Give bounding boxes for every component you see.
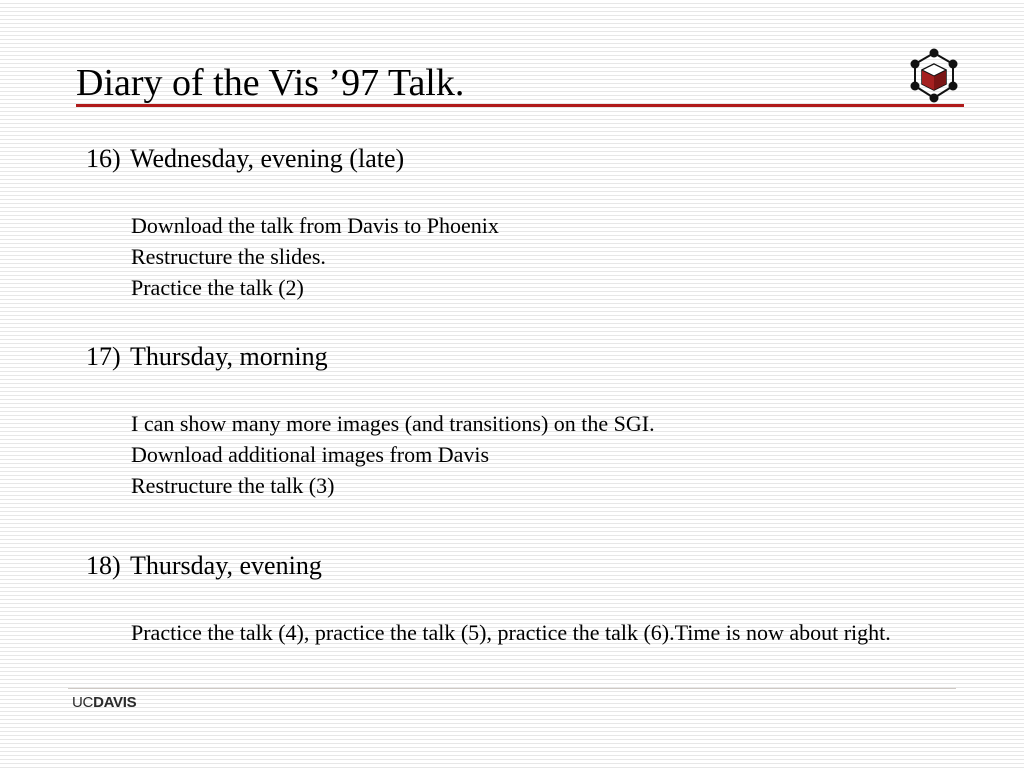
item-heading-text: Thursday, evening [130, 551, 322, 580]
slide-title: Diary of the Vis ’97 Talk. [76, 62, 465, 104]
item-heading-18 [86, 550, 322, 582]
logo-davis-text: DAVIS [93, 694, 137, 711]
uc-davis-logo [72, 694, 136, 712]
detail-line: Download additional images from Davis [131, 442, 490, 467]
logo-uc-text: UC [72, 694, 94, 711]
item-number: 18) [86, 551, 121, 580]
item-heading-text: Wednesday, evening (late) [130, 144, 405, 173]
item-details-16 [131, 210, 931, 303]
footer-rule [68, 688, 956, 689]
item-heading-text: Thursday, morning [130, 342, 328, 371]
detail-line: I can show many more images (and transitions) on the SGI. [131, 411, 655, 436]
item-number: 17) [86, 342, 121, 371]
item-heading-16 [86, 143, 404, 175]
detail-line: Practice the talk (4), practice the talk (5), practice the talk (6).Time is now about right. [131, 620, 891, 645]
item-details-17 [131, 408, 931, 501]
detail-line: Restructure the talk (3) [131, 473, 335, 498]
detail-line: Practice the talk (2) [131, 275, 304, 300]
detail-line: Download the talk from Davis to Phoenix [131, 213, 499, 238]
item-number: 16) [86, 144, 121, 173]
cube-molecule-logo-icon [906, 46, 962, 106]
item-heading-17 [86, 341, 328, 373]
title-rule [76, 104, 964, 107]
detail-line: Restructure the slides. [131, 244, 326, 269]
item-details-18 [131, 617, 921, 648]
